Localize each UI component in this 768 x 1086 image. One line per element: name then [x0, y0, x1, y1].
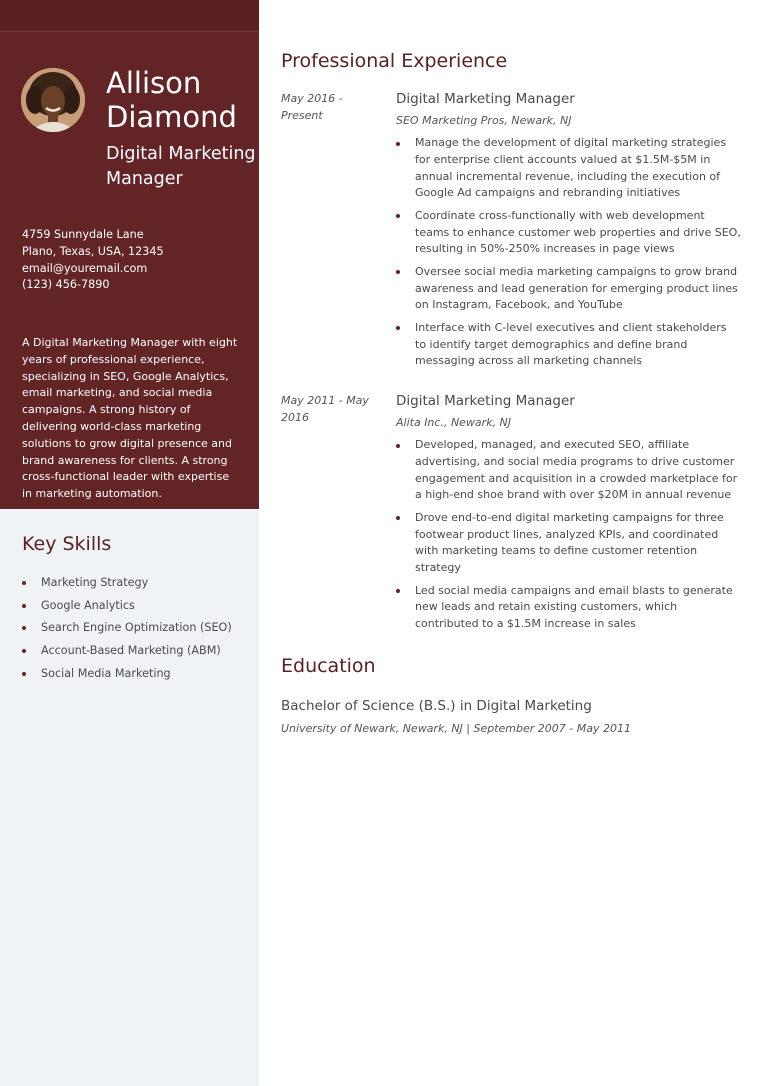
skill-item: Social Media Marketing: [22, 663, 232, 686]
education-detail: University of Newark, Newark, NJ | September 2007 - May 2011: [281, 722, 631, 735]
skill-item: Account-Based Marketing (ABM): [22, 640, 232, 663]
last-name: Diamond: [106, 100, 237, 134]
job-role: Digital Marketing Manager: [396, 91, 575, 107]
address-line-2: Plano, Texas, USA, 12345: [22, 244, 164, 258]
job-bullet: Led social media campaigns and email blasts to generate new leads and retain existing customers, which contributed to a $1.5M increase in sales: [396, 583, 741, 633]
skill-item: Search Engine Optimization (SEO): [22, 617, 232, 640]
job-date: May 2016 - Present: [281, 92, 343, 122]
email[interactable]: email@youremail.com: [22, 261, 148, 275]
job-bullet: Interface with C-level executives and client stakeholders to identify target demographics and define brand messaging across all marketing channels: [396, 320, 741, 370]
bullet-dot: [396, 589, 400, 593]
contact-info: [22, 227, 164, 294]
job-role: Digital Marketing Manager: [396, 393, 575, 409]
bullet-dot: [396, 516, 400, 520]
bullet-dot: [22, 649, 26, 653]
bullet-dot: [396, 214, 400, 218]
bullet-dot: [22, 604, 26, 608]
skill-item: Marketing Strategy: [22, 572, 232, 595]
profile-photo: [21, 68, 85, 132]
job-company: SEO Marketing Pros, Newark, NJ: [396, 114, 572, 127]
job-bullets: [396, 437, 741, 633]
address-line-1: 4759 Sunnydale Lane: [22, 228, 144, 241]
education-degree: Bachelor of Science (B.S.) in Digital Marketing: [281, 698, 592, 714]
job-details: [396, 91, 741, 376]
phone: (123) 456-7890: [22, 278, 110, 292]
candidate-name: [106, 66, 256, 134]
bullet-dot: [22, 581, 26, 585]
job-company: Alita Inc., Newark, NJ: [396, 416, 512, 429]
bullet-dot: [396, 142, 400, 146]
skills-heading: Key Skills: [22, 533, 112, 555]
job-date: May 2011 - May 2016: [281, 394, 369, 424]
candidate-title: Digital Marketing Manager: [106, 144, 256, 189]
job-details: [396, 393, 741, 639]
profile-summary: A Digital Marketing Manager with eight years of professional experience, specializing in SEO, Google Analytics, email marketing, and social media campaigns. A strong history of delivering world-class marketing solutions to grow digital presence and brand awareness for clients. A strong cross-functional leader with expertise in marketing automation.: [22, 336, 238, 501]
bullet-dot: [396, 326, 400, 330]
bullet-dot: [396, 270, 400, 274]
job-bullet: Developed, managed, and executed SEO, affiliate advertising, and social media programs to drive customer engagement and acquisition in a crowded marketplace for a high-end shoe brand with over $20M in annual revenue: [396, 437, 741, 504]
sidebar-top-strip: [0, 0, 259, 32]
bullet-dot: [22, 672, 26, 676]
job-bullet: Manage the development of digital marketing strategies for enterprise client accounts valued at $1.5M-$5M in annual incremental revenue, including the execution of Google Ad campaigns and rebranding initiatives: [396, 135, 741, 202]
job-bullets: [396, 135, 741, 370]
skills-list: [22, 572, 232, 686]
job-bullet: Drove end-to-end digital marketing campaigns for three footwear product lines, analyzed KPIs, and coordinated with marketing teams to define customer retention strategy: [396, 510, 741, 577]
first-name: Allison: [106, 66, 202, 100]
skill-item: Google Analytics: [22, 595, 232, 618]
education-heading: Education: [281, 655, 376, 677]
bullet-dot: [396, 444, 400, 448]
bullet-dot: [22, 626, 26, 630]
job-bullet: Coordinate cross-functionally with web development teams to enhance customer web properties and drive SEO, resulting in 50%-250% increases in page views: [396, 208, 741, 258]
job-bullet: Oversee social media marketing campaigns to grow brand awareness and lead generation for emerging product lines on Instagram, Facebook, and YouTube: [396, 264, 741, 314]
experience-heading: Professional Experience: [281, 50, 508, 72]
